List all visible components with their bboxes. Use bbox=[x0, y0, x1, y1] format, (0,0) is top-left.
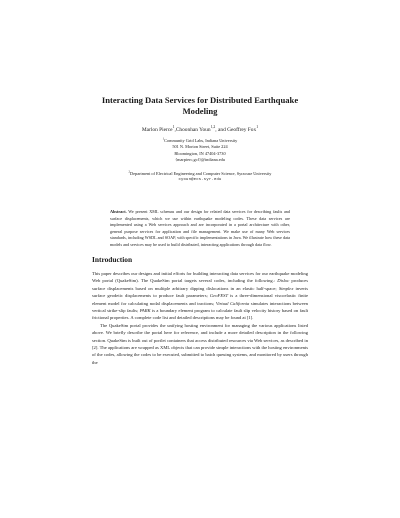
code-name-geofest: GeoFEST bbox=[209, 293, 229, 299]
intro-text-1: This paper describes our designs and initial efforts for building interacting data services for our earthquake modeling Web portal (QuakeSim). The QuakeSim portal targets several codes, including the following.: bbox=[92, 271, 308, 284]
intro-text-5: simulates interactions between vertical strike-slip faults; bbox=[92, 300, 308, 314]
intro-paragraph-2: The QuakeSim portal provides the unifying hosting environment for managing the various applications listed above. We briefly describe the portal here for reference, and include a more detailed description in the following section. QuakeSim is built out of portlet containers that access distributed resources via Web services, as described in [2]. The applications are wrapped as XML objects that can provide simple interactions with the hosting environments of the codes, allowing the codes to be executed, submitted to batch queuing systems, and monitored by users through the bbox=[92, 322, 308, 365]
author-2-sup: 1,2 bbox=[210, 125, 216, 130]
intro-text-6: is a boundary element program to calculate fault slip velocity history based on fault frictional properties. A complete code list and detailed descriptions may be found at [1]. bbox=[92, 308, 308, 321]
title-line-1: Interacting Data Services for Distributed Earthquake bbox=[101, 95, 299, 105]
affiliation-2-sup: 2 bbox=[128, 169, 131, 174]
affiliation-1-line-2: 501 N. Morton Street, Suite 224 bbox=[172, 144, 228, 150]
author-3: , and Geoffrey Fox bbox=[215, 127, 257, 133]
section-heading-introduction: Introduction bbox=[92, 255, 133, 264]
code-name-park: PARK bbox=[139, 308, 151, 314]
affiliation-1 bbox=[60, 138, 340, 163]
affiliation-2-line: Department of Electrical Engineering and Computer Science, Syracuse University bbox=[130, 171, 272, 176]
abstract-label: Abstract. bbox=[110, 209, 127, 214]
affiliation-1-sup: 1 bbox=[162, 136, 165, 141]
introduction-body bbox=[92, 270, 308, 366]
author-3-sup: 1 bbox=[256, 125, 259, 130]
affiliation-2 bbox=[60, 171, 340, 184]
intro-text-2: produces surface displacements based on multiple arbitrary dipping dislocations in an elastic half-space; bbox=[92, 278, 308, 291]
affiliation-1-line-1: Community Grid Labs, Indiana University bbox=[164, 138, 238, 143]
author-1: Marlon Pierce bbox=[141, 127, 173, 133]
title-line-2: Modeling bbox=[182, 106, 218, 116]
author-2: ,Choonhan Youn bbox=[174, 127, 211, 133]
abstract bbox=[110, 209, 290, 249]
code-name-virtual-california: Virtual California bbox=[215, 300, 250, 306]
paper-title bbox=[60, 95, 340, 117]
code-name-simplex: Simplex bbox=[278, 285, 294, 291]
author-list bbox=[60, 127, 340, 134]
affiliation-1-email: {marpierc,gcf}@indiana.edu bbox=[175, 156, 225, 162]
code-name-disloc: Disloc bbox=[277, 278, 290, 284]
intro-text-3: inverts surface geodetic displacements to produce fault parameters; bbox=[92, 285, 308, 299]
affiliation-1-line-3: Bloomington, IN 47404-3730 bbox=[174, 150, 226, 156]
affiliation-2-email: cyoun@ecs.syr.edu bbox=[178, 178, 222, 183]
intro-paragraph-1 bbox=[92, 270, 308, 322]
abstract-text: We present XML schemas and our design for related data services for describing faults and surface displacements, which we use within earthquake modeling codes. These data services are implemented using a Web services approach and are incorporated in a portal architecture with other, general purpose services for application and file management. We make use of many Web services standards, including WSDL and SOAP, with specific implementations in Java. We illustrate how these data models and services may be used to build distributed, interacting applications through data flow. bbox=[110, 209, 290, 247]
author-1-sup: 1 bbox=[172, 125, 175, 130]
intro-text-4: is a three-dimensional viscoelastic finite element model for calculating nodal displacements and tractions; bbox=[92, 293, 308, 306]
